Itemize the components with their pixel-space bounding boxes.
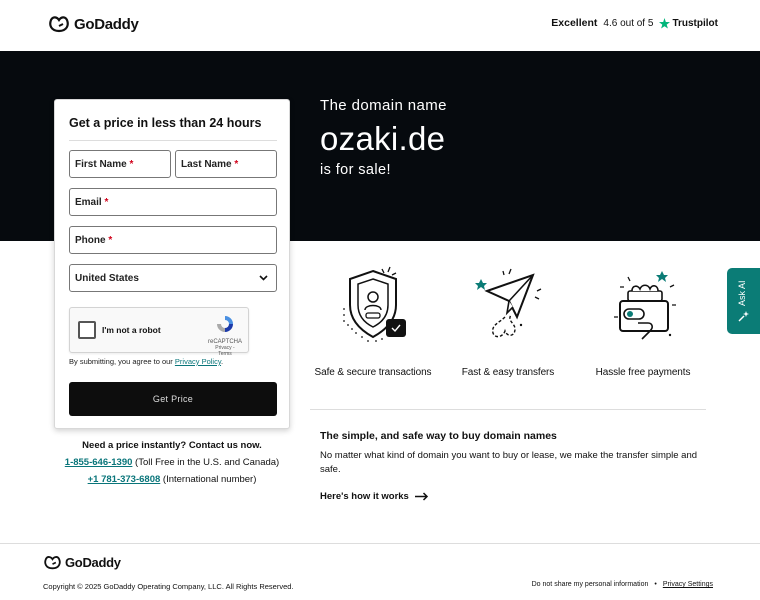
recaptcha-logo: [208, 314, 242, 357]
how-it-works-label: Here's how it works: [320, 491, 409, 502]
agree-prefix: By submitting, you agree to our: [69, 357, 173, 366]
footer-separator: •: [654, 581, 657, 588]
recaptcha-icon: [215, 314, 235, 334]
first-name-field[interactable]: [69, 150, 171, 178]
last-name-field[interactable]: [175, 150, 277, 178]
required-mark: *: [129, 159, 134, 170]
hero-pre-text: The domain name: [320, 97, 447, 114]
email-label: Email: [75, 197, 102, 208]
required-mark: *: [108, 235, 113, 246]
hero-text: [320, 97, 447, 178]
trustpilot-brand: [659, 18, 718, 29]
do-not-share-link[interactable]: Do not share my personal information: [531, 581, 649, 588]
trustpilot-label: Trustpilot: [672, 17, 718, 29]
first-name-label: First Name: [75, 159, 127, 170]
feature-payments: [573, 265, 713, 378]
chevron-down-icon: [259, 275, 268, 281]
required-mark: *: [234, 159, 239, 170]
contact-line-2: [54, 474, 290, 485]
agree-suffix: .: [221, 357, 224, 366]
how-it-works-link[interactable]: [320, 491, 700, 502]
recaptcha-brand: reCAPTCHA: [208, 339, 243, 345]
last-name-label: Last Name: [181, 159, 232, 170]
info-description: No matter what kind of domain you want to buy or lease, we make the transfer simple and safe.: [320, 450, 698, 475]
feature-label: Safe & secure transactions: [314, 367, 432, 378]
international-phone-link[interactable]: +1 781-373-6808: [87, 474, 161, 485]
recaptcha-label: I'm not a robot: [102, 325, 161, 335]
rating-word: Excellent: [551, 17, 598, 29]
ask-ai-button[interactable]: [727, 268, 760, 334]
recaptcha-terms[interactable]: Privacy - Terms: [215, 345, 235, 357]
privacy-settings-link[interactable]: Privacy Settings: [662, 581, 713, 588]
sparkle-icon: [737, 310, 750, 323]
recaptcha-checkbox[interactable]: [78, 321, 96, 339]
form-divider: [69, 140, 277, 141]
country-select[interactable]: [69, 264, 277, 292]
feature-transfers: [438, 265, 578, 378]
arrow-right-icon: [415, 492, 429, 501]
feature-secure: [303, 265, 443, 378]
get-price-button[interactable]: Get Price: [69, 382, 277, 416]
hero-post-text: is for sale!: [320, 162, 391, 178]
info-section: [320, 430, 700, 502]
copyright-text: Copyright © 2025 GoDaddy Operating Company, LLC. All Rights Reserved.: [43, 582, 294, 591]
section-divider: [310, 409, 706, 410]
footer-logo[interactable]: [43, 555, 121, 570]
contact-section: [54, 440, 290, 491]
footer-logo-text: GoDaddy: [65, 555, 121, 570]
logo-text: GoDaddy: [74, 15, 139, 33]
footer-links: [532, 581, 713, 588]
feature-label: Fast & easy transfers: [461, 367, 555, 378]
contact-line-1: [54, 457, 290, 468]
agree-text: [69, 357, 223, 366]
recaptcha-widget: [69, 307, 249, 357]
contact-title: Need a price instantly? Contact us now.: [82, 440, 262, 451]
country-value: United States: [75, 272, 139, 284]
toll-free-note: (Toll Free in the U.S. and Canada): [135, 457, 280, 468]
hero-domain-name: ozaki.de: [320, 120, 446, 157]
phone-label: Phone: [75, 235, 106, 246]
ask-ai-label: Ask AI: [737, 280, 747, 306]
rating-score: 4.6 out of 5: [603, 17, 654, 29]
price-request-form: [54, 99, 290, 429]
form-title: Get a price in less than 24 hours: [69, 116, 262, 130]
phone-field[interactable]: [69, 226, 277, 254]
godaddy-logo[interactable]: [48, 15, 139, 33]
international-note: (International number): [162, 474, 257, 485]
toll-free-phone-link[interactable]: 1-855-646-1390: [64, 457, 133, 468]
footer-divider: [0, 543, 760, 544]
info-title: The simple, and safe way to buy domain names: [320, 430, 557, 442]
wallet-icon: [608, 265, 678, 345]
godaddy-logo-icon: [48, 15, 70, 33]
feature-label: Hassle free payments: [595, 367, 691, 378]
trustpilot-rating[interactable]: [551, 17, 718, 29]
privacy-policy-link[interactable]: Privacy Policy: [174, 357, 222, 366]
site-header: [0, 0, 760, 51]
shield-icon: [338, 265, 408, 345]
trustpilot-star-icon: [659, 18, 670, 29]
required-mark: *: [104, 197, 109, 208]
paper-plane-icon: [473, 265, 543, 345]
email-field[interactable]: [69, 188, 277, 216]
godaddy-logo-icon: [43, 555, 62, 570]
